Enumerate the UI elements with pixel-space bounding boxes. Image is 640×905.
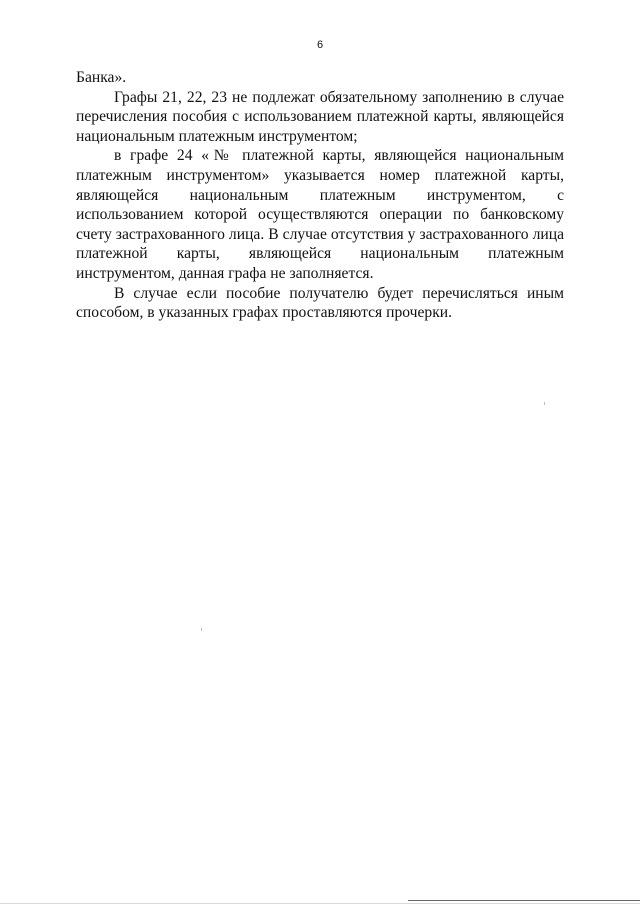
document-body — [76, 68, 564, 323]
scan-bottom-edge — [0, 903, 640, 904]
paragraph-field-24: в графе 24 «№ платежной карты, являющейся национальным платежным инструментом» указывается номер платежной карты, являющейся национальным платежным инструментом, с использованием которой осуществляются операции по банковскому счету застрахованного лица. В случае отсутствия у застрахованного лица платежной карты, являющейся национальным платежным инструментом, данная графа не заполняется. — [76, 147, 564, 282]
scan-speck — [544, 402, 545, 405]
paragraph-bank-ending: Банка». — [76, 69, 127, 86]
scan-edge-line — [408, 900, 640, 901]
scan-speck — [201, 628, 202, 631]
paragraph-other-method: В случае если пособие получателю будет перечисляться иным способом, в указанных графах проставляются прочерки. — [76, 284, 564, 322]
paragraph-fields-21-23: Графы 21, 22, 23 не подлежат обязательному заполнению в случае перечисления пособия с использованием платежной карты, являющейся национальным платежным инструментом; — [76, 88, 564, 145]
page-number: 6 — [316, 39, 324, 51]
